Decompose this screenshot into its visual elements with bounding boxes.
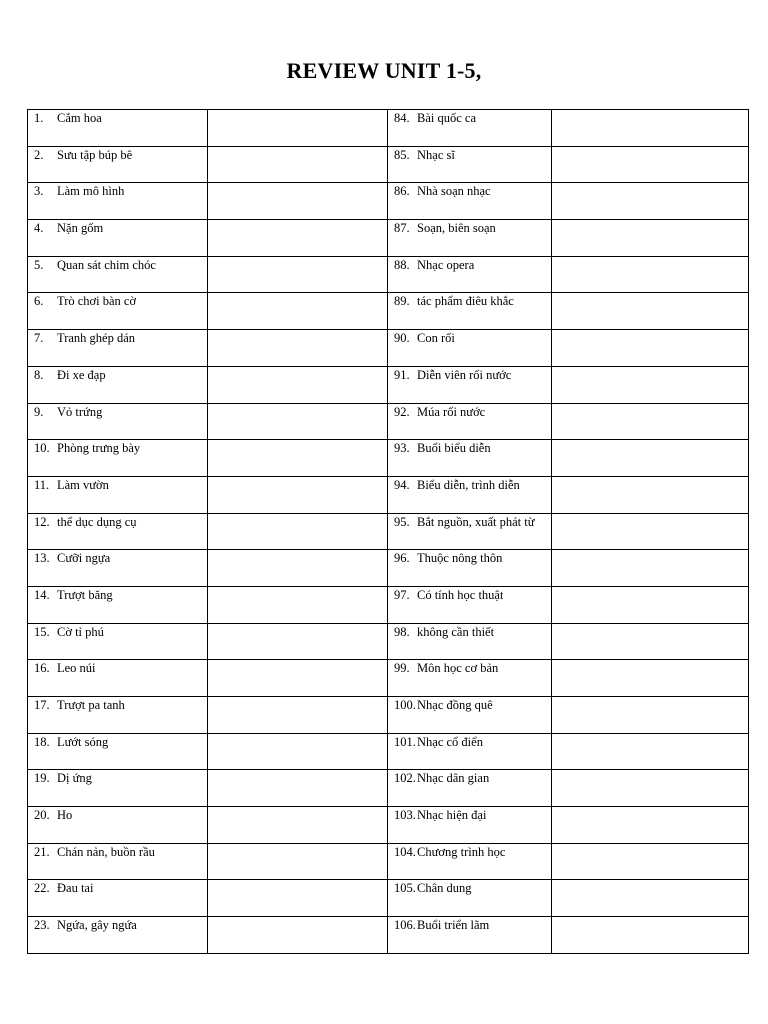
left-answer-cell[interactable]: [208, 220, 388, 257]
right-item-number: 105.: [394, 881, 416, 896]
page-title: REVIEW UNIT 1-5,: [286, 58, 482, 83]
right-answer-cell[interactable]: [552, 293, 749, 330]
left-item-term: Cờ tỉ phú: [57, 624, 104, 639]
table-row: [28, 183, 749, 220]
right-item-term: Có tính học thuật: [417, 587, 504, 602]
right-item-number: 98.: [394, 624, 410, 639]
right-term-cell: [388, 403, 552, 440]
left-answer-cell[interactable]: [208, 733, 388, 770]
right-item-number: 89.: [394, 294, 410, 309]
left-term-cell: [28, 623, 208, 660]
left-item-number: 6.: [34, 294, 44, 309]
left-item-term: Leo núi: [57, 661, 96, 676]
right-term-cell: [388, 843, 552, 880]
right-term-cell: [388, 110, 552, 147]
left-item-number: 12.: [34, 514, 50, 529]
left-term-cell: [28, 146, 208, 183]
left-term-cell: [28, 183, 208, 220]
left-item-term: Chán nản, buồn rầu: [57, 844, 155, 859]
table-row: [28, 366, 749, 403]
right-term-cell: [388, 586, 552, 623]
table-row: [28, 807, 749, 844]
left-answer-cell[interactable]: [208, 183, 388, 220]
right-item-term: Soạn, biên soạn: [417, 221, 496, 236]
right-answer-cell[interactable]: [552, 697, 749, 734]
right-term-cell: [388, 183, 552, 220]
left-item-term: Nặn gốm: [57, 221, 104, 236]
table-row: [28, 550, 749, 587]
right-term-cell: [388, 513, 552, 550]
left-item-number: 7.: [34, 331, 44, 346]
left-answer-cell[interactable]: [208, 843, 388, 880]
right-answer-cell[interactable]: [552, 550, 749, 587]
left-term-cell: [28, 550, 208, 587]
right-answer-cell[interactable]: [552, 220, 749, 257]
right-answer-cell[interactable]: [552, 146, 749, 183]
right-term-cell: [388, 146, 552, 183]
left-item-number: 1.: [34, 111, 44, 125]
right-answer-cell[interactable]: [552, 476, 749, 513]
right-answer-cell[interactable]: [552, 880, 749, 917]
left-item-term: Ho: [57, 808, 73, 823]
right-term-cell: [388, 440, 552, 477]
left-item-number: 14.: [34, 587, 50, 602]
left-item-term: Trượt pa tanh: [57, 698, 125, 712]
right-answer-cell[interactable]: [552, 623, 749, 660]
right-answer-cell[interactable]: [552, 366, 749, 403]
left-answer-cell[interactable]: [208, 146, 388, 183]
right-term-cell: [388, 807, 552, 844]
left-answer-cell[interactable]: [208, 366, 388, 403]
table-row: [28, 513, 749, 550]
right-item-number: 87.: [394, 221, 410, 236]
right-term-cell: [388, 476, 552, 513]
left-item-term: Quan sát chim chóc: [57, 257, 156, 272]
right-answer-cell[interactable]: [552, 770, 749, 807]
table-row: [28, 330, 749, 367]
table-row: [28, 293, 749, 330]
left-item-term: Sưu tập búp bê: [57, 147, 133, 162]
right-item-term: Nhạc dân gian: [417, 771, 490, 786]
table-row: [28, 880, 749, 917]
left-item-number: 21.: [34, 844, 50, 859]
left-answer-cell[interactable]: [208, 917, 388, 954]
left-term-cell: [28, 403, 208, 440]
left-item-term: Tranh ghép dán: [57, 331, 136, 346]
left-term-cell: [28, 256, 208, 293]
left-item-number: 19.: [34, 771, 50, 786]
left-item-number: 11.: [34, 477, 50, 492]
left-answer-cell[interactable]: [208, 513, 388, 550]
table-row: [28, 146, 749, 183]
right-term-cell: [388, 660, 552, 697]
right-item-number: 91.: [394, 367, 410, 382]
right-item-term: Nhạc hiện đại: [417, 808, 487, 823]
right-term-cell: [388, 366, 552, 403]
left-item-term: Ngứa, gây ngứa: [57, 918, 137, 933]
right-answer-cell[interactable]: [552, 733, 749, 770]
table-row: [28, 256, 749, 293]
right-term-cell: [388, 770, 552, 807]
left-item-number: 23.: [34, 918, 50, 933]
left-item-number: 13.: [34, 551, 50, 566]
right-term-cell: [388, 880, 552, 917]
right-item-term: Buổi biểu diễn: [417, 441, 491, 456]
right-answer-cell[interactable]: [552, 917, 749, 954]
right-term-cell: [388, 256, 552, 293]
right-item-number: 90.: [394, 331, 410, 346]
left-term-cell: [28, 880, 208, 917]
right-item-term: Bài quốc ca: [417, 111, 477, 125]
right-item-number: 100.: [394, 698, 416, 712]
left-item-term: Trò chơi bàn cờ: [57, 294, 137, 309]
left-term-cell: [28, 807, 208, 844]
left-item-term: Làm vườn: [57, 477, 109, 492]
right-answer-cell[interactable]: [552, 843, 749, 880]
right-item-term: Nhạc sĩ: [417, 147, 455, 162]
right-item-number: 86.: [394, 184, 410, 199]
left-item-term: Đi xe đạp: [57, 367, 106, 382]
right-item-term: Bắt nguồn, xuất phát từ: [417, 514, 535, 529]
left-term-cell: [28, 513, 208, 550]
left-answer-cell[interactable]: [208, 880, 388, 917]
right-item-term: Chân dung: [417, 881, 472, 896]
left-term-cell: [28, 586, 208, 623]
left-item-term: Dị ứng: [57, 771, 92, 786]
left-term-cell: [28, 843, 208, 880]
left-item-number: 17.: [34, 698, 50, 712]
right-item-term: không cần thiết: [417, 624, 495, 639]
right-item-term: Buổi triển lãm: [417, 918, 490, 933]
left-answer-cell[interactable]: [208, 623, 388, 660]
left-item-number: 3.: [34, 184, 44, 199]
right-term-cell: [388, 697, 552, 734]
left-item-number: 18.: [34, 734, 50, 749]
right-item-number: 93.: [394, 441, 410, 456]
right-item-term: Nhạc đồng quê: [417, 698, 493, 712]
table-row: [28, 440, 749, 477]
right-item-term: Nhạc cổ điển: [417, 734, 483, 749]
right-item-number: 85.: [394, 147, 410, 162]
left-item-term: Làm mô hình: [57, 184, 125, 199]
left-item-number: 22.: [34, 881, 50, 896]
left-item-number: 15.: [34, 624, 50, 639]
left-answer-cell[interactable]: [208, 807, 388, 844]
left-item-number: 8.: [34, 367, 44, 382]
table-row: [28, 476, 749, 513]
right-item-term: Diễn viên rối nước: [417, 367, 512, 382]
right-answer-cell[interactable]: [552, 440, 749, 477]
right-item-number: 106.: [394, 918, 416, 933]
right-item-term: Múa rối nước: [417, 404, 486, 419]
vocabulary-table: [27, 109, 749, 954]
right-item-number: 94.: [394, 477, 410, 492]
left-answer-cell[interactable]: [208, 476, 388, 513]
left-item-number: 10.: [34, 441, 50, 456]
right-answer-cell[interactable]: [552, 586, 749, 623]
left-answer-cell[interactable]: [208, 403, 388, 440]
left-item-term: thể dục dụng cụ: [57, 514, 137, 529]
left-item-number: 4.: [34, 221, 44, 236]
left-item-term: Lướt sóng: [57, 734, 109, 749]
left-item-term: Cắm hoa: [57, 111, 102, 125]
table-row: [28, 660, 749, 697]
right-item-number: 92.: [394, 404, 410, 419]
right-item-term: Nhà soạn nhạc: [417, 184, 491, 199]
right-answer-cell[interactable]: [552, 330, 749, 367]
left-answer-cell[interactable]: [208, 440, 388, 477]
right-term-cell: [388, 550, 552, 587]
left-answer-cell[interactable]: [208, 770, 388, 807]
right-item-term: Chương trình học: [417, 844, 506, 859]
left-term-cell: [28, 220, 208, 257]
table-row: [28, 917, 749, 954]
right-term-cell: [388, 293, 552, 330]
right-term-cell: [388, 623, 552, 660]
right-answer-cell[interactable]: [552, 513, 749, 550]
left-item-term: Trượt băng: [57, 587, 113, 602]
vocabulary-table-body: [28, 110, 749, 954]
right-item-number: 97.: [394, 587, 410, 602]
right-answer-cell[interactable]: [552, 110, 749, 147]
table-row: [28, 770, 749, 807]
right-item-number: 96.: [394, 551, 410, 566]
left-item-number: 20.: [34, 808, 50, 823]
right-item-number: 95.: [394, 514, 410, 529]
right-item-number: 103.: [394, 808, 416, 823]
left-answer-cell[interactable]: [208, 293, 388, 330]
right-item-term: Nhạc opera: [417, 257, 475, 272]
left-item-term: Vỏ trứng: [57, 404, 103, 419]
left-answer-cell[interactable]: [208, 586, 388, 623]
left-term-cell: [28, 917, 208, 954]
table-row: [28, 733, 749, 770]
right-answer-cell[interactable]: [552, 660, 749, 697]
left-answer-cell[interactable]: [208, 256, 388, 293]
table-row: [28, 586, 749, 623]
left-item-term: Phòng trưng bày: [57, 441, 141, 456]
right-answer-cell[interactable]: [552, 183, 749, 220]
right-item-term: Môn học cơ bản: [417, 661, 499, 676]
right-item-term: tác phẩm điêu khắc: [417, 294, 514, 309]
left-answer-cell[interactable]: [208, 330, 388, 367]
left-term-cell: [28, 770, 208, 807]
left-term-cell: [28, 110, 208, 147]
left-item-number: 2.: [34, 147, 44, 162]
right-answer-cell[interactable]: [552, 807, 749, 844]
left-item-term: Đau tai: [57, 881, 94, 896]
right-item-term: Thuộc nông thôn: [417, 551, 503, 566]
left-item-number: 9.: [34, 404, 44, 419]
left-item-number: 5.: [34, 257, 44, 272]
left-answer-cell[interactable]: [208, 697, 388, 734]
left-term-cell: [28, 330, 208, 367]
table-row: [28, 843, 749, 880]
left-term-cell: [28, 697, 208, 734]
right-term-cell: [388, 733, 552, 770]
table-row: [28, 403, 749, 440]
left-item-number: 16.: [34, 661, 50, 676]
left-term-cell: [28, 366, 208, 403]
left-term-cell: [28, 440, 208, 477]
right-item-number: 84.: [394, 111, 410, 125]
right-term-cell: [388, 917, 552, 954]
right-item-number: 102.: [394, 771, 416, 786]
right-item-number: 99.: [394, 661, 410, 676]
right-answer-cell[interactable]: [552, 256, 749, 293]
right-item-number: 88.: [394, 257, 410, 272]
right-answer-cell[interactable]: [552, 403, 749, 440]
right-item-number: 101.: [394, 734, 416, 749]
right-item-term: Con rối: [417, 331, 455, 346]
table-row: [28, 110, 749, 147]
right-term-cell: [388, 330, 552, 367]
left-answer-cell[interactable]: [208, 660, 388, 697]
right-item-term: Biểu diễn, trình diễn: [417, 477, 520, 492]
right-item-number: 104.: [394, 844, 416, 859]
left-term-cell: [28, 293, 208, 330]
left-answer-cell[interactable]: [208, 110, 388, 147]
left-item-term: Cưỡi ngựa: [57, 551, 111, 566]
left-answer-cell[interactable]: [208, 550, 388, 587]
left-term-cell: [28, 733, 208, 770]
left-term-cell: [28, 476, 208, 513]
table-row: [28, 623, 749, 660]
right-term-cell: [388, 220, 552, 257]
left-term-cell: [28, 660, 208, 697]
table-row: [28, 697, 749, 734]
table-row: [28, 220, 749, 257]
